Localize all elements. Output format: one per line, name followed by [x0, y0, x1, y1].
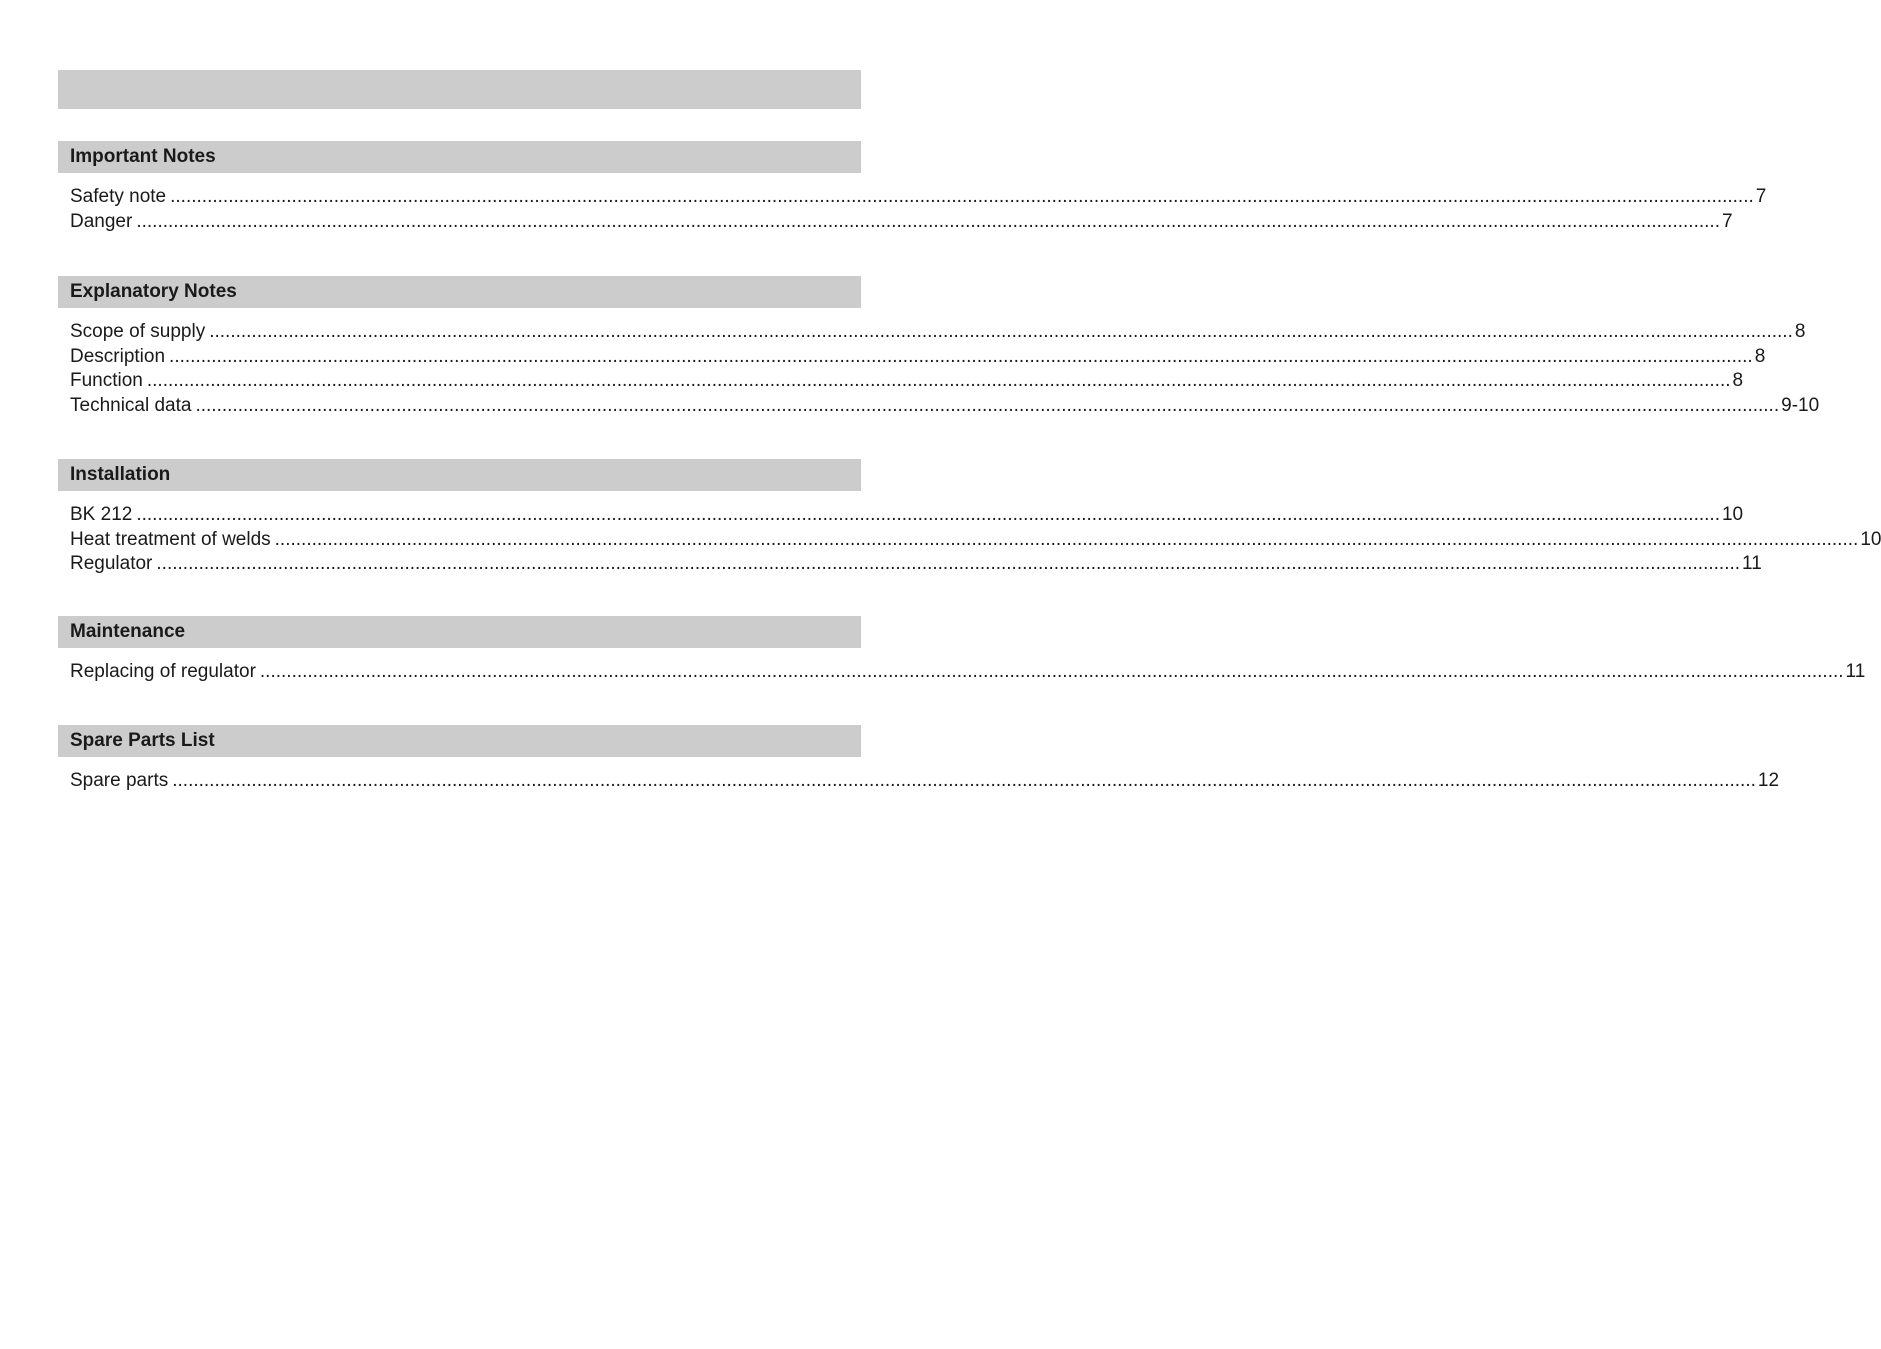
toc-entry-label: Replacing of regulator [70, 661, 256, 682]
dot-leader: ............................................................................................................................................................................................................................................................................................................ [136, 504, 1720, 525]
toc-entry-label: Function [70, 370, 143, 391]
toc-page-number: 11 [1742, 553, 1762, 574]
dot-leader: ............................................................................................................................................................................................................................................................................................................ [274, 528, 1859, 550]
dot-leader: ............................................................................................................................................................................................................................................................................................................ [259, 661, 1844, 682]
dot-leader: ............................................................................................................................................................................................................................................................................................................ [172, 770, 1756, 791]
toc-page-number: 8 [1794, 321, 1806, 342]
toc-page-number: 7 [1721, 210, 1733, 232]
section-heading: Important Notes [58, 141, 861, 173]
section-heading: Maintenance [58, 616, 861, 648]
toc-entry-label: Scope of supply [70, 321, 206, 342]
dot-leader: ............................................................................................................................................................................................................................................................................................................ [170, 186, 1754, 207]
toc-entry[interactable] [58, 186, 1767, 211]
toc-page-number: 12 [1757, 770, 1780, 791]
dot-leader: ............................................................................................................................................................................................................................................................................................................ [156, 553, 1741, 574]
toc-entry[interactable] [58, 528, 1881, 554]
toc-entry-label: Regulator [70, 553, 153, 574]
toc-entry-label: Safety note [70, 186, 167, 207]
toc-entry[interactable] [58, 345, 1766, 371]
toc-page-number: 10 [1860, 528, 1881, 550]
toc-entry[interactable] [58, 210, 1733, 236]
section-installation [58, 459, 1881, 578]
toc-entry[interactable] [58, 770, 1780, 795]
toc-entry[interactable] [58, 504, 1744, 529]
toc-page-number: 8 [1754, 345, 1766, 367]
toc-entry-label: Technical data [70, 394, 192, 416]
section-heading: Spare Parts List [58, 725, 861, 757]
toc-entry-label: Danger [70, 210, 133, 232]
section-heading: Installation [58, 459, 861, 491]
toc-entry-label: BK 212 [70, 504, 133, 525]
toc-page-number: 10 [1721, 504, 1744, 525]
dot-leader: ............................................................................................................................................................................................................................................................................................................ [136, 210, 1720, 232]
toc-entry-label: Spare parts [70, 770, 169, 791]
dot-leader: ............................................................................................................................................................................................................................................................................................................ [195, 394, 1780, 416]
toc-entry[interactable] [58, 321, 1806, 346]
toc-entry[interactable] [58, 394, 1820, 420]
toc-entry[interactable] [58, 553, 1762, 578]
section-heading: Explanatory Notes [58, 276, 861, 308]
toc-page-number: 7 [1755, 186, 1767, 207]
section-spare-parts-list [58, 725, 1780, 795]
dot-leader: ............................................................................................................................................................................................................................................................................................................ [209, 321, 1793, 342]
title-bar [58, 70, 861, 109]
dot-leader: ............................................................................................................................................................................................................................................................................................................ [169, 345, 1753, 367]
toc-entry[interactable] [58, 661, 1866, 686]
section-explanatory-notes [58, 276, 1820, 419]
toc-page-number: 9-10 [1781, 394, 1820, 416]
toc-page-number: 8 [1732, 370, 1744, 391]
toc-entry[interactable] [58, 370, 1744, 395]
section-important-notes [58, 141, 1767, 235]
section-maintenance [58, 616, 1866, 686]
toc-page-number: 11 [1845, 661, 1866, 682]
toc-entry-label: Description [70, 345, 166, 367]
dot-leader: ............................................................................................................................................................................................................................................................................................................ [146, 370, 1731, 391]
toc-entry-label: Heat treatment of welds [70, 528, 271, 550]
